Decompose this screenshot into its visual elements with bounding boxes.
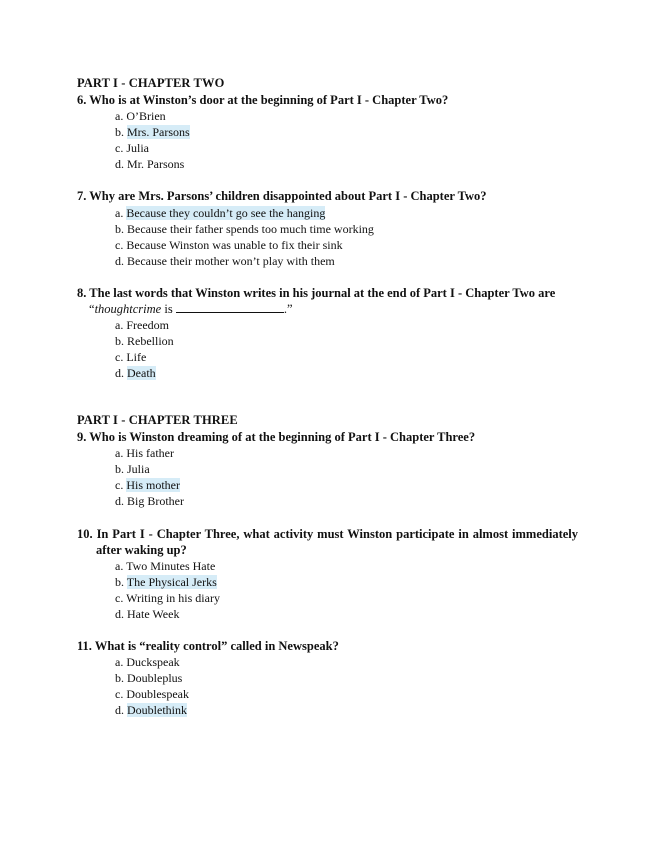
question-number: 10. [77, 527, 93, 541]
option-letter: a. [115, 318, 124, 332]
option-text-highlighted: Because they couldn’t go see the hanging [126, 206, 326, 220]
option-letter: a. [115, 446, 124, 460]
question-6 [77, 92, 578, 108]
option-text: Because Winston was unable to fix their sink [126, 238, 343, 252]
option-text: O’Brien [126, 109, 166, 123]
option-text: Mr. Parsons [127, 157, 185, 171]
option-text: Writing in his diary [126, 591, 220, 605]
question-8 [77, 285, 578, 317]
option-text: Doubleplus [127, 671, 183, 685]
option-text: Freedom [126, 318, 169, 332]
option-letter: c. [115, 141, 124, 155]
question-text: Why are Mrs. Parsons’ children disappointed about Part I - Chapter Two? [89, 189, 487, 203]
option-letter: c. [115, 350, 124, 364]
option-d [115, 493, 184, 509]
option-letter: d. [115, 703, 124, 717]
option-letter: a. [115, 655, 124, 669]
option-letter: c. [115, 238, 124, 252]
options-q7 [115, 205, 374, 269]
question-text: In Part I - Chapter Three, what activity must Winston participate in almost immediately after waking up? [96, 527, 579, 557]
section-title-chapter-two: PART I - CHAPTER TWO [77, 76, 225, 90]
option-letter: d. [115, 607, 124, 621]
option-d [115, 156, 190, 172]
option-a [115, 317, 174, 333]
option-letter: b. [115, 575, 124, 589]
question-9 [77, 429, 578, 445]
option-text: Julia [126, 141, 149, 155]
italic-term: thoughtcrime [94, 302, 162, 316]
option-d [115, 606, 220, 622]
option-text-highlighted: His mother [126, 478, 180, 492]
options-q8 [115, 317, 174, 381]
continuation-mid: is [161, 302, 176, 316]
option-a [115, 205, 374, 221]
question-text: The last words that Winston writes in his journal at the end of Part I - Chapter Two are [89, 286, 556, 300]
option-letter: a. [115, 109, 124, 123]
option-letter: b. [115, 222, 124, 236]
option-d [115, 702, 189, 718]
option-letter: c. [115, 591, 124, 605]
answer-blank [176, 301, 284, 313]
option-letter: d. [115, 366, 124, 380]
question-number: 8. [77, 286, 87, 300]
options-q10 [115, 558, 220, 622]
open-quote: “ [89, 302, 95, 316]
option-c [115, 237, 374, 253]
section-title-chapter-three: PART I - CHAPTER THREE [77, 413, 238, 427]
option-text: Duckspeak [126, 655, 180, 669]
option-text: Rebellion [127, 334, 174, 348]
option-text: Two Minutes Hate [126, 559, 216, 573]
option-text-highlighted: Doublethink [127, 703, 187, 717]
option-text: His father [126, 446, 174, 460]
question-number: 6. [77, 93, 87, 107]
option-b [115, 574, 220, 590]
option-text: Life [126, 350, 147, 364]
option-text: Hate Week [127, 607, 180, 621]
option-d [115, 365, 174, 381]
options-q9 [115, 445, 184, 509]
question-number: 9. [77, 430, 87, 444]
option-letter: d. [115, 254, 124, 268]
question-number: 7. [77, 189, 87, 203]
option-b [115, 333, 174, 349]
option-text: Because their mother won’t play with them [127, 254, 335, 268]
option-d [115, 253, 374, 269]
options-q6 [115, 108, 190, 172]
option-c [115, 140, 190, 156]
option-letter: a. [115, 206, 124, 220]
options-q11 [115, 654, 189, 718]
option-a [115, 654, 189, 670]
option-c [115, 477, 184, 493]
option-c [115, 590, 220, 606]
option-text: Big Brother [127, 494, 184, 508]
option-b [115, 124, 190, 140]
option-text-highlighted: Death [127, 366, 156, 380]
option-letter: b. [115, 125, 124, 139]
question-7 [77, 188, 578, 204]
option-letter: b. [115, 334, 124, 348]
option-letter: b. [115, 462, 124, 476]
option-a [115, 445, 184, 461]
option-letter: d. [115, 157, 124, 171]
option-letter: c. [115, 478, 124, 492]
option-text-highlighted: The Physical Jerks [126, 575, 217, 589]
question-text: What is “reality control” called in Newspeak? [94, 639, 339, 653]
option-letter: a. [115, 559, 124, 573]
question-11 [77, 638, 578, 654]
option-c [115, 349, 174, 365]
option-text: Doublespeak [126, 687, 189, 701]
option-b [115, 221, 374, 237]
question-10 [77, 526, 578, 558]
question-text: Who is Winston dreaming of at the beginning of Part I - Chapter Three? [89, 430, 476, 444]
question-text: Who is at Winston’s door at the beginning of Part I - Chapter Two? [89, 93, 449, 107]
question-number: 11. [77, 639, 92, 653]
option-letter: d. [115, 494, 124, 508]
option-text-highlighted: Mrs. Parsons [127, 125, 190, 139]
close-quote: .” [283, 302, 293, 316]
option-letter: b. [115, 671, 124, 685]
option-text: Because their father spends too much time working [127, 222, 374, 236]
question-continuation [77, 301, 578, 317]
option-a [115, 108, 190, 124]
option-text: Julia [127, 462, 150, 476]
option-b [115, 461, 184, 477]
option-letter: c. [115, 687, 124, 701]
option-b [115, 670, 189, 686]
option-c [115, 686, 189, 702]
option-a [115, 558, 220, 574]
